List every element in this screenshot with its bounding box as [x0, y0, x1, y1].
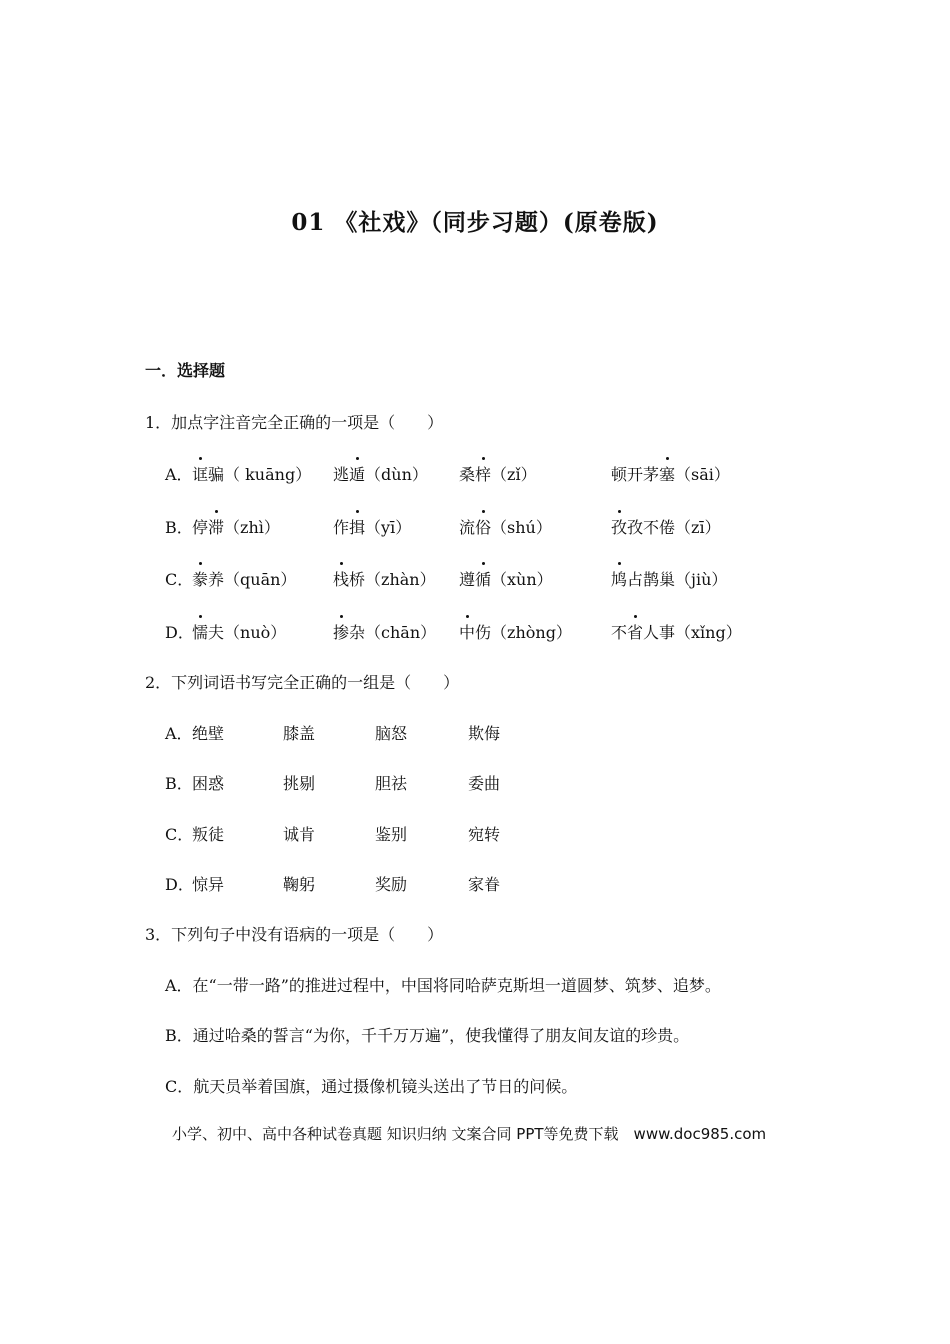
- emphasis-char: 孜: [611, 515, 627, 538]
- question-1-stem: 1．加点字注音完全正确的一项是（ ）: [145, 413, 444, 432]
- question-3-option-c: C．航天员举着国旗，通过摄像机镜头送出了节日的问候。: [165, 1077, 578, 1096]
- option-word: 诚肯: [283, 825, 316, 844]
- option-word: 宛转: [468, 825, 501, 844]
- option-item: 不省人事（xǐng）: [611, 620, 742, 643]
- emphasis-char: 揖: [349, 515, 365, 538]
- option-item: 流俗（shú）: [459, 515, 552, 538]
- emphasis-char: 栈: [333, 567, 349, 590]
- option-item: 栈桥（zhàn）: [333, 567, 436, 590]
- option-word: 惊异: [192, 875, 225, 894]
- option-item: 遵循（xùn）: [459, 567, 553, 590]
- emphasis-char: 懦: [192, 620, 208, 643]
- option-letter: D．: [165, 623, 194, 642]
- option-word: 奖励: [375, 875, 408, 894]
- option-item: 懦夫（nuò）: [192, 620, 286, 643]
- option-item: 豢养（quān）: [192, 567, 296, 590]
- question-3-option-b: B．通过哈桑的誓言“为你，千千万万遍”，使我懂得了朋友间友谊的珍贵。: [165, 1026, 690, 1045]
- option-letter: B．: [165, 518, 193, 537]
- option-item: 鸠占鹊巢（jiù）: [611, 567, 727, 590]
- emphasis-char: 梓: [475, 462, 491, 485]
- emphasis-char: 滞: [208, 515, 224, 538]
- option-item: 顿开茅塞（sāi）: [611, 462, 730, 485]
- emphasis-char: 俗: [475, 515, 491, 538]
- emphasis-char: 诓: [192, 462, 208, 485]
- option-item: 中伤（zhòng）: [459, 620, 572, 643]
- option-word: 挑剔: [283, 774, 316, 793]
- option-word: 鉴别: [375, 825, 408, 844]
- emphasis-char: 掺: [333, 620, 349, 643]
- option-item: 孜孜不倦（zī）: [611, 515, 721, 538]
- question-3-option-a: A．在“一带一路”的推进过程中，中国将同哈萨克斯坦一道圆梦、筑梦、追梦。: [165, 976, 721, 995]
- option-item: 作揖（yī）: [333, 515, 411, 538]
- option-letter: A．: [165, 465, 193, 484]
- option-letter: A．: [165, 724, 193, 743]
- option-letter: B．: [165, 774, 193, 793]
- option-letter: C．: [165, 570, 194, 589]
- option-item: 逃遁（dùn）: [333, 462, 428, 485]
- emphasis-char: 豢: [192, 567, 208, 590]
- option-word: 欺侮: [468, 724, 501, 743]
- option-item: 诓骗（ kuāng）: [192, 462, 311, 485]
- emphasis-char: 塞: [659, 462, 675, 485]
- emphasis-char: 省: [627, 620, 643, 643]
- option-item: 桑梓（zǐ）: [459, 462, 537, 485]
- emphasis-char: 中: [459, 620, 475, 643]
- emphasis-char: 循: [475, 567, 491, 590]
- question-2-stem: 2．下列词语书写完全正确的一组是（ ）: [145, 673, 460, 692]
- option-letter: D．: [165, 875, 194, 894]
- option-word: 委曲: [468, 774, 501, 793]
- footer-watermark: 小学、初中、高中各种试卷真题 知识归纳 文案合同 PPT等免费下载 www.doc985.com: [172, 1125, 767, 1143]
- option-item: 停滞（zhì）: [192, 515, 280, 538]
- option-word: 绝壁: [192, 724, 225, 743]
- option-word: 膝盖: [283, 724, 316, 743]
- option-word: 叛徒: [192, 825, 225, 844]
- emphasis-char: 遁: [349, 462, 365, 485]
- option-item: 掺杂（chān）: [333, 620, 436, 643]
- document-title: 01 《社戏》（同步习题）(原卷版): [291, 209, 659, 236]
- section-heading: 一．选择题: [145, 361, 226, 380]
- option-word: 胆祛: [375, 774, 408, 793]
- option-word: 鞠躬: [283, 875, 316, 894]
- emphasis-char: 鸠: [611, 567, 627, 590]
- option-word: 脑怒: [375, 724, 408, 743]
- option-letter: C．: [165, 825, 194, 844]
- option-word: 家眷: [468, 875, 501, 894]
- option-word: 困惑: [192, 774, 225, 793]
- question-3-stem: 3．下列句子中没有语病的一项是（ ）: [145, 925, 444, 944]
